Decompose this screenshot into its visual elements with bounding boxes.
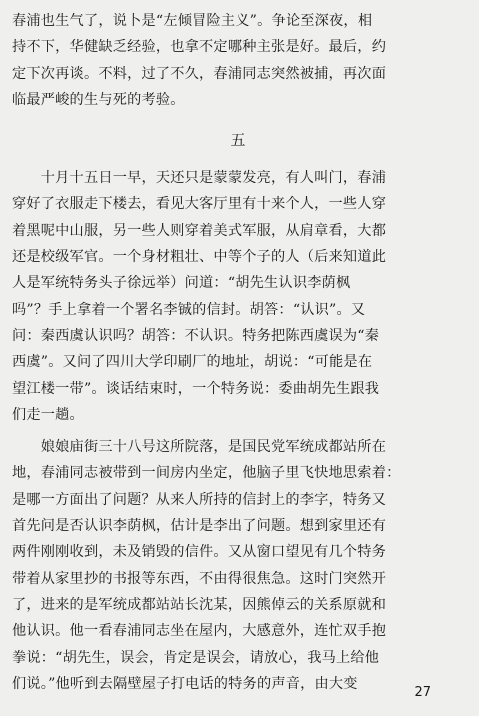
text-line: 们说。”他听到去隔壁屋子打电话的特务的声音，由大变 [12,675,358,692]
text-line: 地，春浦同志被带到一间房内坐定，他脑子里飞快地思索着： [12,465,401,482]
text-line: 吗”？手上拿着一个署名李铖的信封。胡答：“认识”。又 [12,301,366,318]
text-line: 望江楼一带”。谈话结束时，一个特务说：委曲胡先生跟我 [12,380,380,397]
text-line: 十月十五日一早，天还只是蒙蒙发亮，有人叫门，春浦 [12,170,387,187]
top-paragraph [12,8,465,113]
paragraph-2 [12,434,465,697]
text-line: 着黑呢中山服，另一些人则穿着美式军服，从肩章看，大都 [12,222,387,239]
page-number: 27 [414,685,431,700]
text-line: 持不下，华健缺乏经验，也拿不定哪种主张是好。最后，约 [12,39,387,56]
paragraph-1 [12,165,465,428]
text-line: 娘娘庙街三十八号这所院落，是国民党军统成都站所在 [12,439,387,456]
text-line: 了，进来的是军统成都站站长沈某，因熊倬云的关系原就和 [12,596,387,613]
text-line: 带着从家里抄的书报等东西，不由得很焦急。这时门突然开 [12,570,387,587]
text-line: 们走一趟。 [12,406,84,423]
text-line: 两件刚刚收到，未及销毁的信件。又从窗口望见有几个特务 [12,544,387,561]
text-line: 问：秦西虞认识吗？胡答：不认识。特务把陈西虞误为“秦 [12,327,380,344]
text-line: 是哪一方面出了问题？从来人所持的信封上的李字，特务又 [12,491,387,508]
text-line: 西虞”。又问了四川大学印刷厂的地址，胡说：“可能是在 [12,354,373,371]
text-line: 人是军统特务头子徐远举）问道：“胡先生认识李荫枫 [12,275,351,292]
text-line: 首先问是否认识李荫枫，估计是李出了问题。想到家里还有 [12,518,387,535]
text-line: 穿好了衣服走下楼去，看见大客厅里有十来个人，一些人穿 [12,196,387,213]
text-line: 拳说：“胡先生，误会，肯定是误会，请放心，我马上给他 [12,649,380,666]
text-line: 他认识。他一看春浦同志坐在屋内，大感意外，连忙双手抱 [12,623,387,640]
text-line: 还是校级军官。一个身材粗壮、中等个子的人（后来知道此 [12,249,387,266]
text-line: 定下次再谈。不料，过了不久，春浦同志突然被捕，再次面 [12,65,387,82]
section-heading: 五 [230,131,247,150]
text-line: 临最严峻的生与死的考验。 [12,91,185,108]
text-line: 春浦也生气了，说卜是“左倾冒险主义”。争论至深夜，相 [12,13,373,29]
